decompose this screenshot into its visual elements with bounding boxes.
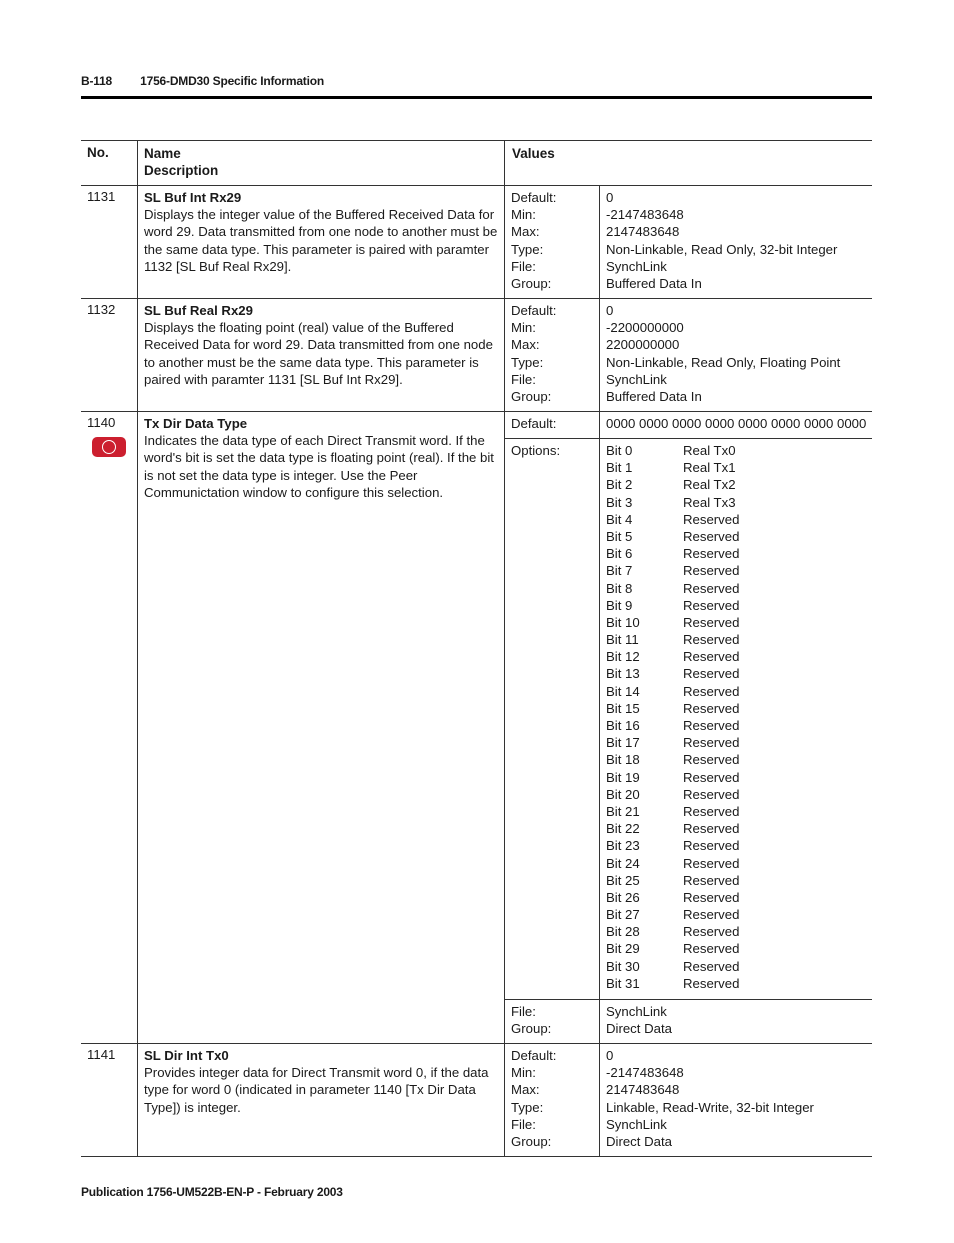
list-item: Reserved: [683, 718, 740, 733]
list-item: Bit 5: [606, 528, 633, 544]
list-item: File:: [511, 258, 536, 274]
list-item: Bit 25: [606, 872, 640, 888]
list-item: Bit 30: [606, 958, 640, 974]
list-item: Bit 18: [606, 752, 640, 768]
list-item: Reserved: [683, 769, 740, 785]
list-item: 0: [606, 1048, 614, 1063]
list-item: Bit 0: [606, 443, 633, 458]
param-name-desc: [138, 299, 505, 411]
param-values: [505, 1044, 872, 1156]
param-name: SL Buf Int Rx29: [144, 190, 242, 205]
param-values: [505, 412, 872, 1043]
list-item: Bit 9: [606, 597, 633, 613]
list-item: Reserved: [683, 700, 740, 716]
list-item: Bit 29: [606, 941, 640, 957]
list-item: Max:: [511, 337, 540, 353]
table-header-row: [81, 141, 872, 186]
bit-names: [606, 442, 683, 999]
list-item: Reserved: [683, 666, 740, 682]
param-name: SL Buf Real Rx29: [144, 303, 253, 318]
default-value: 0000 0000 0000 0000 0000 0000 0000 0000: [606, 416, 867, 431]
list-item: Reserved: [683, 632, 740, 648]
list-item: Real Tx0: [683, 443, 736, 458]
param-name-desc: [138, 412, 505, 1043]
list-item: Reserved: [683, 511, 740, 527]
list-item: Group:: [511, 388, 552, 404]
list-item: Bit 28: [606, 924, 640, 940]
list-item: Reserved: [683, 546, 740, 562]
list-item: Reserved: [683, 786, 740, 802]
list-item: Reserved: [683, 563, 740, 579]
list-item: Direct Data: [606, 1133, 672, 1149]
param-row-1132: [81, 299, 872, 412]
param-number: 1141: [81, 1044, 138, 1156]
bit-values: [683, 442, 739, 999]
section-title: 1756-DMD30 Specific Information: [140, 74, 324, 88]
value-list: [600, 186, 872, 298]
list-item: Bit 11: [606, 632, 639, 648]
list-item: Bit 3: [606, 494, 633, 510]
parameter-table: [81, 140, 872, 1157]
col-header-values: Values: [512, 146, 555, 161]
list-item: Linkable, Read-Write, 32-bit Integer: [606, 1099, 814, 1115]
value-labels: [505, 186, 600, 298]
list-item: Non-Linkable, Read Only, 32-bit Integer: [606, 241, 838, 257]
page-number: B-118: [81, 74, 113, 88]
list-item: Direct Data: [606, 1021, 672, 1037]
list-item: File:: [511, 371, 536, 387]
list-item: Bit 17: [606, 735, 640, 751]
list-item: Reserved: [683, 580, 740, 596]
value-labels: [505, 1044, 600, 1156]
param-description: Displays the integer value of the Buffered Received Data for word 29. Data transmitted from one node to another must be the same data type. This parameter is paired with paramter 1132 [SL Buf Real Rx29].: [144, 207, 498, 274]
list-item: Reserved: [683, 889, 740, 905]
list-item: Type:: [511, 354, 544, 370]
value-list: [600, 299, 872, 411]
list-item: Bit 20: [606, 786, 640, 802]
list-item: Type:: [511, 241, 544, 257]
list-item: Reserved: [683, 597, 740, 613]
value-list: [600, 1044, 872, 1156]
options-row: [505, 439, 872, 1000]
list-item: Bit 12: [606, 649, 640, 665]
list-item: SynchLink: [606, 258, 667, 274]
list-item: Group:: [511, 1021, 552, 1037]
default-row: [505, 412, 872, 439]
list-item: Bit 14: [606, 683, 640, 699]
stop-icon: [92, 437, 126, 457]
list-item: Bit 15: [606, 700, 640, 716]
list-item: Reserved: [683, 958, 740, 974]
col-header-name: [138, 141, 505, 185]
options-bits: [600, 439, 872, 999]
param-name: SL Dir Int Tx0: [144, 1048, 229, 1063]
list-item: Reserved: [683, 907, 740, 923]
list-item: Reserved: [683, 838, 740, 854]
value-labels: [505, 1000, 600, 1043]
value-labels: [505, 299, 600, 411]
list-item: Reserved: [683, 752, 740, 768]
list-item: Bit 1: [606, 460, 633, 476]
list-item: SynchLink: [606, 1004, 667, 1019]
list-item: File:: [511, 1116, 536, 1132]
param-description: Provides integer data for Direct Transmit word 0, if the data type for word 0 (indicated in parameter 1140 [Tx Dir Data Type]) is integer.: [144, 1065, 489, 1115]
list-item: Min:: [511, 1065, 536, 1081]
list-item: Min:: [511, 207, 536, 223]
list-item: Bit 19: [606, 769, 640, 785]
list-item: -2200000000: [606, 320, 684, 336]
list-item: Group:: [511, 1133, 552, 1149]
list-item: -2147483648: [606, 1065, 684, 1081]
list-item: Buffered Data In: [606, 388, 702, 404]
param-values: [505, 299, 872, 411]
options-label: Options:: [505, 439, 600, 999]
list-item: File:: [511, 1004, 536, 1019]
list-item: Bit 31: [606, 975, 640, 991]
param-description: Displays the floating point (real) value of the Buffered Received Data for word 29. Data transmitted from one node to another must be the same data type. This parameter is paired with paramter 1131 [SL Buf Int Rx29].: [144, 320, 493, 387]
list-item: 0: [606, 303, 614, 318]
list-item: Reserved: [683, 821, 740, 837]
list-item: Real Tx1: [683, 460, 736, 476]
list-item: Bit 26: [606, 889, 640, 905]
list-item: SynchLink: [606, 371, 667, 387]
list-item: Max:: [511, 1082, 540, 1098]
list-item: Reserved: [683, 855, 740, 871]
default-label: Default:: [505, 412, 600, 438]
param-number: 1132: [81, 299, 138, 411]
list-item: Bit 4: [606, 511, 633, 527]
list-item: Bit 21: [606, 803, 640, 819]
list-item: Real Tx2: [683, 477, 736, 493]
list-item: Bit 2: [606, 477, 633, 493]
list-item: Reserved: [683, 872, 740, 888]
param-description: Indicates the data type of each Direct Transmit word. If the word's bit is set the data type is floating point (real). If the bit is not set the data type is integer. Use the Peer Communictation window to configure this selection.: [144, 433, 494, 500]
param-values: [505, 186, 872, 298]
header-rule: [81, 96, 872, 99]
param-name-desc: [138, 186, 505, 298]
list-item: Bit 24: [606, 855, 640, 871]
list-item: Max:: [511, 224, 540, 240]
list-item: 2200000000: [606, 337, 680, 353]
list-item: Reserved: [683, 735, 740, 751]
param-row-1131: [81, 186, 872, 299]
list-item: Reserved: [683, 528, 740, 544]
list-item: Bit 13: [606, 666, 640, 682]
page-footer: Publication 1756-UM522B-EN-P - February 2003: [81, 1185, 343, 1199]
param-row-1140: [81, 412, 872, 1044]
list-item: Default:: [511, 303, 557, 318]
list-item: 2147483648: [606, 1082, 680, 1098]
list-item: Bit 23: [606, 838, 640, 854]
param-number-cell: [81, 412, 138, 1043]
list-item: Reserved: [683, 803, 740, 819]
list-item: Bit 22: [606, 821, 640, 837]
page-header: [81, 74, 324, 88]
param-number: 1140: [87, 415, 116, 430]
list-item: Bit 10: [606, 614, 640, 630]
list-item: Type:: [511, 1099, 544, 1115]
list-item: Bit 6: [606, 546, 633, 562]
list-item: Group:: [511, 275, 552, 291]
file-group-row: [505, 1000, 872, 1043]
list-item: SynchLink: [606, 1116, 667, 1132]
col-header-name-label: Name: [144, 146, 181, 161]
list-item: Reserved: [683, 649, 740, 665]
param-name: Tx Dir Data Type: [144, 416, 248, 431]
list-item: Reserved: [683, 924, 740, 940]
list-item: Min:: [511, 320, 536, 336]
list-item: Reserved: [683, 614, 740, 630]
value-list: [600, 1000, 872, 1043]
list-item: Non-Linkable, Read Only, Floating Point: [606, 354, 841, 370]
list-item: 0: [606, 190, 614, 205]
list-item: 2147483648: [606, 224, 680, 240]
list-item: Real Tx3: [683, 494, 736, 510]
list-item: Default:: [511, 1048, 557, 1063]
param-row-1141: [81, 1044, 872, 1157]
list-item: Reserved: [683, 975, 740, 991]
param-name-desc: [138, 1044, 505, 1156]
list-item: Reserved: [683, 941, 740, 957]
list-item: Buffered Data In: [606, 275, 702, 291]
col-header-no: No.: [81, 141, 138, 185]
param-number: 1131: [81, 186, 138, 298]
list-item: -2147483648: [606, 207, 684, 223]
col-header-desc-label: Description: [144, 163, 219, 178]
list-item: Default:: [511, 190, 557, 205]
list-item: Bit 8: [606, 580, 633, 596]
list-item: Bit 16: [606, 718, 640, 733]
list-item: Bit 7: [606, 563, 633, 579]
list-item: Bit 27: [606, 907, 640, 923]
list-item: Reserved: [683, 683, 740, 699]
